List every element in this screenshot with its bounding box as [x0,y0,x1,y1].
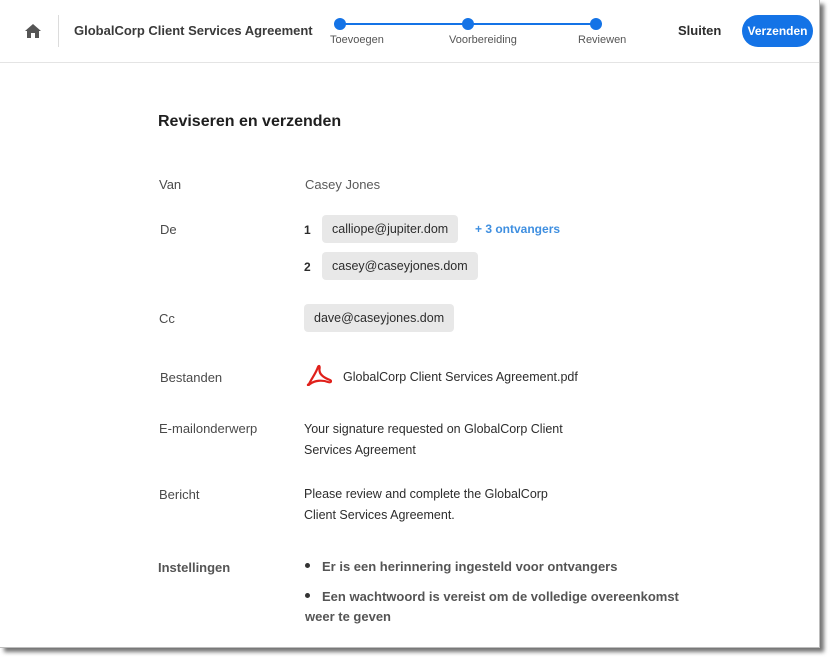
top-header [0,0,819,63]
progress-stepper [330,16,630,56]
step-connector-1 [340,23,468,25]
home-button[interactable] [18,17,48,45]
cc-label: Cc [159,311,175,326]
message-line: Client Services Agreement. [304,508,455,522]
recipient-chip[interactable]: calliope@jupiter.dom [322,215,458,243]
page-title: Reviseren en verzenden [158,113,342,130]
document-title: GlobalCorp Client Services Agreement [74,23,313,38]
recipient-chip[interactable]: casey@caseyjones.dom [322,252,478,280]
to-label: De [160,222,177,237]
recipient-number: 1 [304,223,311,237]
settings-list [305,557,705,637]
pdf-icon [306,364,332,386]
settings-item: Een wachtwoord is vereist om de volledige overeenkomst [305,587,705,607]
subject-line: Services Agreement [304,443,416,457]
settings-item-continuation: weer te geven [305,609,391,624]
step-dot-reviewen[interactable] [590,18,602,30]
message-label: Bericht [159,487,200,502]
more-recipients-link[interactable]: + 3 ontvangers [475,222,561,236]
subject-label: E-mailonderwerp [159,421,258,436]
recipient-number: 2 [304,260,311,274]
cc-chip[interactable]: dave@caseyjones.dom [304,304,454,332]
from-label: Van [159,177,182,192]
subject-text [304,419,594,461]
bullet-icon [305,563,310,568]
settings-label: Instellingen [158,560,231,575]
step-connector-2 [468,23,596,25]
close-button[interactable]: Sluiten [678,23,722,38]
message-text [304,484,594,526]
step-label-toevoegen[interactable]: Toevoegen [330,34,384,46]
from-value: Casey Jones [305,177,381,192]
message-line: Please review and complete the GlobalCorp [304,487,548,501]
subject-line: Your signature requested on GlobalCorp Client [304,422,563,436]
file-name-link[interactable]: GlobalCorp Client Services Agreement.pdf [343,370,578,384]
bullet-icon [305,593,310,598]
home-icon [24,23,42,39]
files-label: Bestanden [160,370,223,385]
settings-item: Er is een herinnering ingesteld voor ontvangers [305,557,705,577]
step-dot-voorbereiding[interactable] [462,18,474,30]
step-label-voorbereiding[interactable]: Voorbereiding [449,34,517,46]
step-label-reviewen[interactable]: Reviewen [578,34,627,46]
send-button[interactable]: Verzenden [742,15,813,47]
header-divider [58,15,59,47]
step-dot-toevoegen[interactable] [334,18,346,30]
